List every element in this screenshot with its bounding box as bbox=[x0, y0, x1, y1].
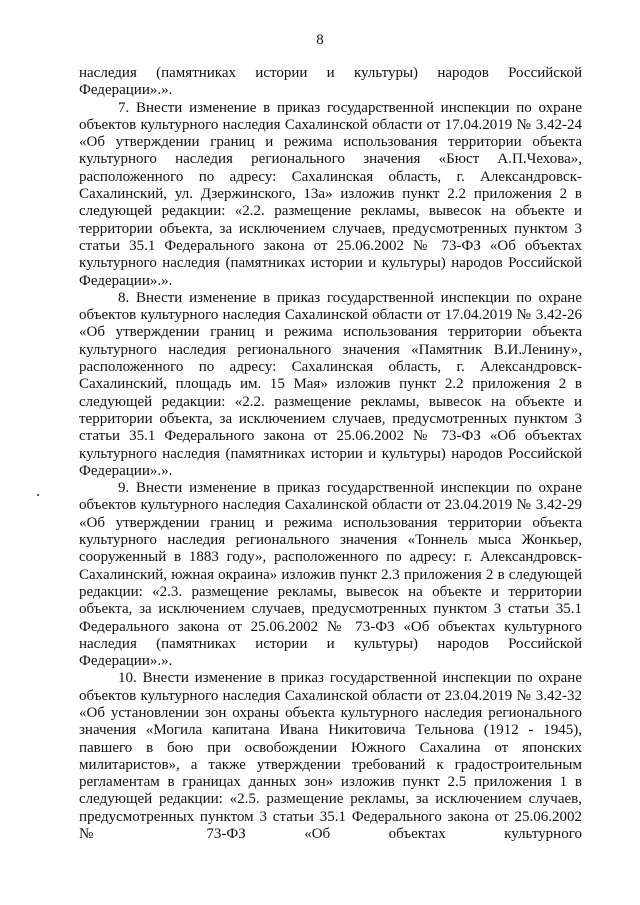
paragraph-item-9: 9. Внести изменение в приказ государственной инспекции по охране объектов культурного наследия Сахалинской области от 23.04.2019 № 3.42-29 «Об утверждении границ и режима использования территории объекта культурного наследия регионального значения «Тоннель мыса Жонкьер, сооруженный в 1883 году», расположенного по адресу: г. Александровск-Сахалинский, южная окраина» изложив пункт 2.3 приложения 2 в следующей редакции: «2.3. размещение рекламы, вывесок на объекте и территории объекта, за исключением случаев, предусмотренных пунктом 3 статьи 35.1 Федерального закона от 25.06.2002 № 73-ФЗ «Об объектах культурного наследия (памятниках истории и культуры) народов Российской Федерации».». bbox=[79, 480, 582, 670]
paragraph-item-10: 10. Внести изменение в приказ государственной инспекции по охране объектов культурного наследия Сахалинской области от 23.04.2019 № 3.42-32 «Об установлении зон охраны объекта культурного наследия регионального значения «Могила капитана Ивана Никитовича Тельнова (1912 - 1945), павшего в бою при освобождении Южного Сахалина от японских милитаристов», а также утверждении требований к градостроительным регламентам в границах данных зон» изложив пункт 2.5 приложения 1 в следующей редакции: «2.5. размещение рекламы, за исключением случаев, предусмотренных пунктом 3 статьи 35.1 Федерального закона от 25.06.2002 № 73-ФЗ «Об объектах культурного bbox=[79, 670, 582, 843]
document-body bbox=[79, 65, 582, 843]
paragraph-continuation: наследия (памятниках истории и культуры) народов Российской Федерации».». bbox=[79, 65, 582, 99]
paragraph-item-7: 7. Внести изменение в приказ государственной инспекции по охране объектов культурного наследия Сахалинской области от 17.04.2019 № 3.42-24 «Об утверждении границ и режима использования территории объекта культурного наследия регионального значения «Бюст А.П.Чехова», расположенного по адресу: Сахалинская область, г. Александровск-Сахалинский, ул. Дзержинского, 13а» изложив пункт 2.2 приложения 2 в следующей редакции: «2.2. размещение рекламы, вывесок на объекте и территории объекта, за исключением случаев, предусмотренных пунктом 3 статьи 35.1 Федерального закона от 25.06.2002 № 73-ФЗ «Об объектах культурного наследия (памятниках истории и культуры) народов Российской Федерации».». bbox=[79, 99, 582, 289]
page-number: 8 bbox=[316, 32, 324, 48]
margin-speck bbox=[37, 494, 39, 496]
paragraph-item-8: 8. Внести изменение в приказ государственной инспекции по охране объектов культурного наследия Сахалинской области от 17.04.2019 № 3.42-26 «Об утверждении границ и режима использования территории объекта культурного наследия регионального значения «Памятник В.И.Ленину», расположенного по адресу: Сахалинская область, г. Александровск-Сахалинский, площадь им. 15 Мая» изложив пункт 2.2 приложения 2 в следующей редакции: «2.2. размещение рекламы, вывесок на объекте и территории объекта, за исключением случаев, предусмотренных пунктом 3 статьи 35.1 Федерального закона от 25.06.2002 № 73-ФЗ «Об объектах культурного наследия (памятниках истории и культуры) народов Российской Федерации».». bbox=[79, 289, 582, 479]
